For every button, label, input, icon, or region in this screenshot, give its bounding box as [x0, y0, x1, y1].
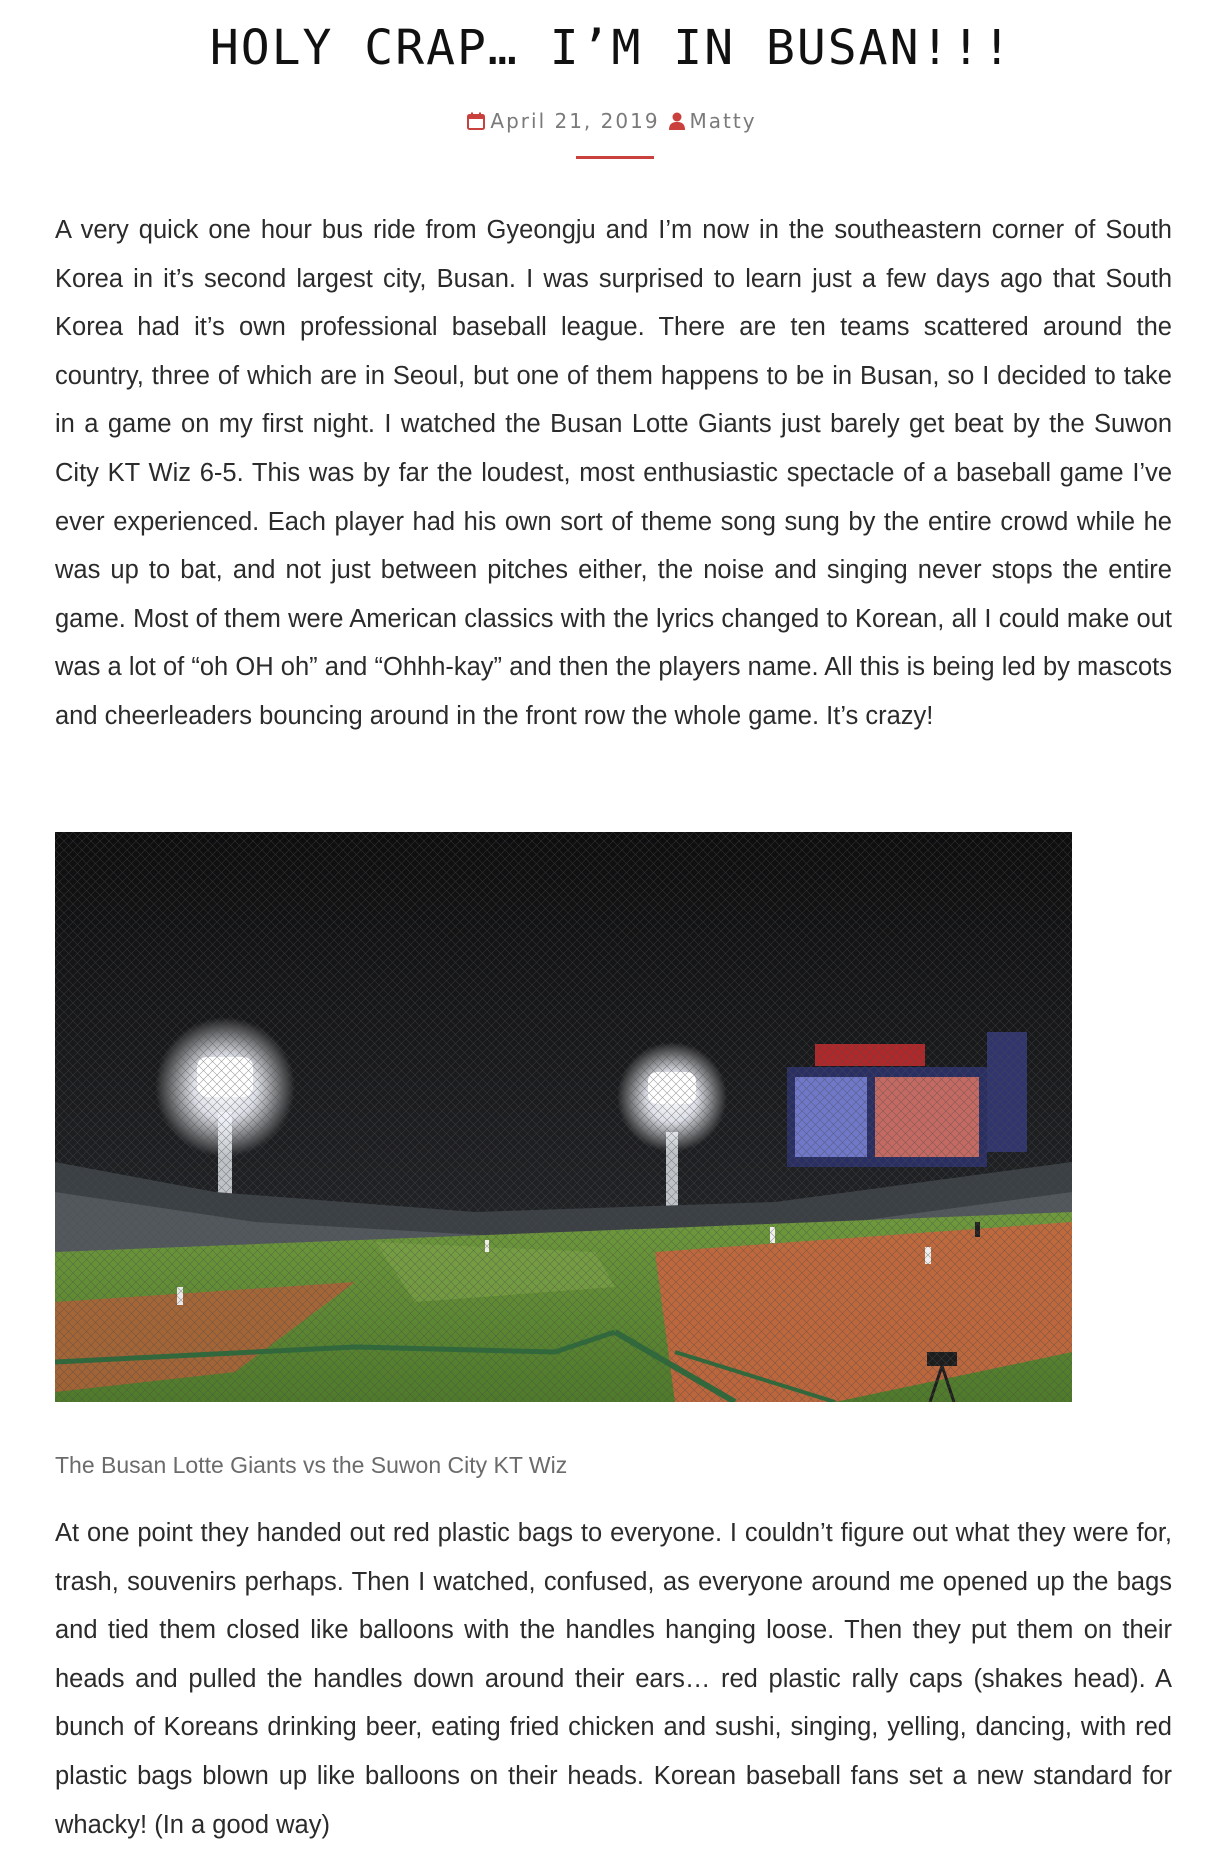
- post-author-link[interactable]: Matty: [689, 109, 757, 133]
- calendar-icon: [466, 109, 486, 139]
- post-title: HOLY CRAP… I’M IN BUSAN!!!: [209, 20, 1014, 76]
- post-paragraph-2: At one point they handed out red plastic bags to everyone. I couldn’t figure out what they were for, trash, souvenirs perhaps. Then I watched, confused, as everyone around me opened up the bags and tied them closed like balloons with the handles hanging loose. Then they put them on their heads and pulled the handles down around their ears… red plastic rally caps (shakes head). A bunch of Koreans drinking beer, eating fried chicken and sushi, singing, yelling, dancing, with red plastic bags blown up like balloons on their heads. Korean baseball fans set a new standard for whacky! (In a good way): [55, 1519, 1172, 1839]
- post-paragraph-1: A very quick one hour bus ride from Gyeongju and I’m now in the southeastern corner of South Korea in it’s second largest city, Busan. I was surprised to learn just a few days ago that South Korea had it’s own professional baseball league. There are ten teams scattered around the country, three of which are in Seoul, but one of them happens to be in Busan, so I decided to take in a game on my first night. I watched the Busan Lotte Giants just barely get beat by the Suwon City KT Wiz 6-5. This was by far the loudest, most enthusiastic spectacle of a baseball game I’ve ever experienced. Each player had his own sort of theme song sung by the entire crowd while he was up to bat, and not just between pitches either, the noise and singing never stops the entire game. Most of them were American classics with the lyrics changed to Korean, all I could make out was a lot of “oh OH oh” and “Ohhh-kay” and then the players name. All this is being led by mascots and cheerleaders bouncing around in the front row the whole game. It’s crazy!: [55, 216, 1172, 730]
- image-caption: The Busan Lotte Giants vs the Suwon City KT Wiz: [55, 1452, 568, 1478]
- post-date-link[interactable]: April 21, 2019: [490, 109, 660, 133]
- stadium-photo: [55, 832, 1072, 1402]
- user-icon: [668, 109, 686, 139]
- post-meta: [0, 106, 1223, 139]
- title-divider: [576, 156, 654, 159]
